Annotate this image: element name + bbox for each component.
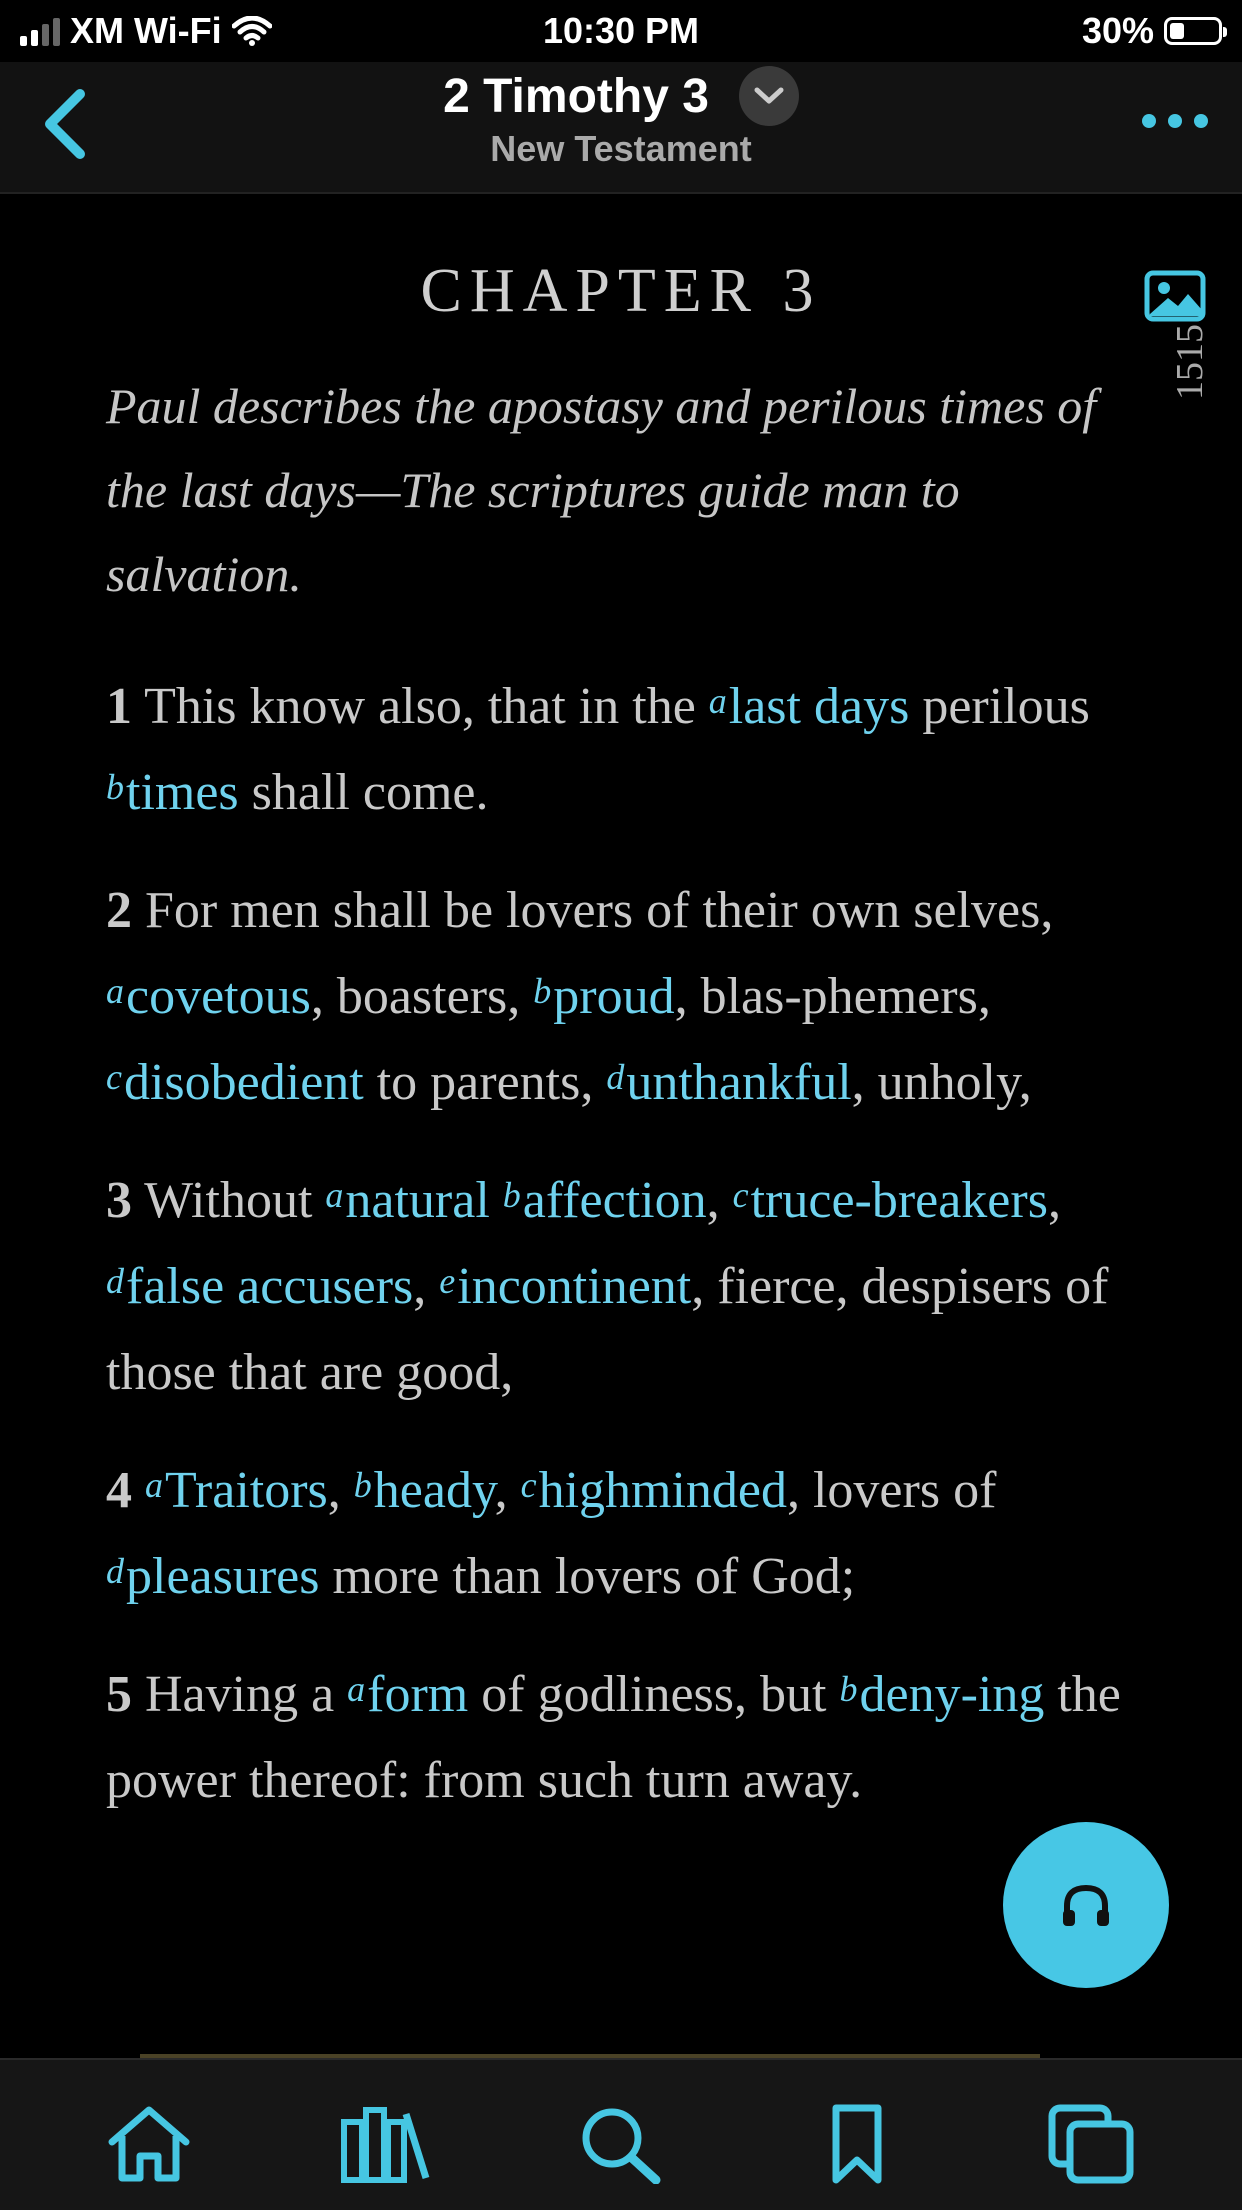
tab-bar bbox=[0, 2058, 1242, 2210]
verse-text: For men shall be lovers of their own selves, bbox=[145, 882, 1054, 939]
audio-button[interactable] bbox=[1003, 1822, 1169, 1988]
footnote-link[interactable] bbox=[533, 968, 674, 1025]
footnote-text: pleasures bbox=[126, 1548, 320, 1605]
footnote-link[interactable] bbox=[503, 1172, 707, 1229]
footnote-text: incontinent bbox=[457, 1258, 692, 1315]
footnote-text: false accusers bbox=[126, 1258, 414, 1315]
clock: 10:30 PM bbox=[542, 10, 700, 51]
status-right bbox=[1082, 10, 1222, 52]
verse-text: , bbox=[706, 1172, 733, 1229]
verse-number: 5 bbox=[106, 1666, 132, 1723]
footnote-letter: e bbox=[439, 1261, 456, 1301]
footnote-text: last days bbox=[728, 678, 910, 735]
footnote-letter: b bbox=[106, 767, 124, 807]
more-dots-icon[interactable] bbox=[1142, 114, 1208, 128]
verse-text: , unholy, bbox=[851, 1054, 1032, 1111]
verse-text: , lovers of bbox=[786, 1462, 997, 1519]
tabs-icon[interactable] bbox=[1048, 2104, 1138, 2184]
footnote-link[interactable] bbox=[347, 1666, 468, 1723]
footnote-letter: d bbox=[106, 1551, 124, 1591]
footnote-text: covetous bbox=[126, 968, 311, 1025]
home-icon[interactable] bbox=[104, 2104, 194, 2184]
footnote-letter: a bbox=[347, 1669, 366, 1709]
battery-icon bbox=[1164, 17, 1222, 45]
verse-text: , boasters, bbox=[310, 968, 534, 1025]
verse-text: the power thereof: from such turn away. bbox=[106, 1666, 1121, 1809]
nav-bar bbox=[0, 62, 1242, 194]
verse-text: perilous bbox=[909, 678, 1090, 735]
verse-2[interactable] bbox=[106, 868, 1166, 1126]
footnote-link[interactable] bbox=[354, 1462, 495, 1519]
bookmark-icon[interactable] bbox=[812, 2104, 902, 2184]
page-title-row[interactable] bbox=[443, 66, 799, 126]
footnote-letter: b bbox=[533, 971, 552, 1011]
verse-text: This know also, that in the bbox=[144, 678, 709, 735]
footnote-text: form bbox=[367, 1666, 469, 1723]
verse-text: , blas-phemers, bbox=[674, 968, 991, 1025]
verse-text: , fierce, despisers of those that are good, bbox=[106, 1258, 1109, 1401]
verse-list bbox=[106, 664, 1166, 1856]
search-icon[interactable] bbox=[576, 2104, 666, 2184]
verse-text: , bbox=[1047, 1172, 1061, 1229]
footnote-letter: c bbox=[520, 1465, 537, 1505]
footnote-text: highminded bbox=[538, 1462, 787, 1519]
verse-text: of godliness, but bbox=[468, 1666, 840, 1723]
footnote-text: heady bbox=[373, 1462, 495, 1519]
chapter-heading: CHAPTER 3 bbox=[420, 257, 822, 325]
footnote-link[interactable] bbox=[325, 1172, 489, 1229]
page-subtitle: New Testament bbox=[490, 128, 752, 169]
verse-text: to parents, bbox=[363, 1054, 607, 1111]
footnote-letter: c bbox=[732, 1175, 749, 1215]
battery-percent: 30% bbox=[1081, 10, 1154, 51]
verse-number: 3 bbox=[106, 1172, 132, 1229]
footnote-link[interactable] bbox=[145, 1462, 328, 1519]
verse-5[interactable] bbox=[106, 1652, 1166, 1824]
footnote-letter: b bbox=[353, 1465, 372, 1505]
carrier-label: XM Wi-Fi bbox=[70, 10, 222, 51]
verse-text bbox=[490, 1172, 503, 1229]
verse-number: 2 bbox=[106, 882, 132, 939]
footnote-text: times bbox=[126, 764, 239, 821]
page-title: 2 Timothy 3 bbox=[443, 69, 709, 123]
library-icon[interactable] bbox=[340, 2104, 430, 2184]
verse-text: , bbox=[327, 1462, 354, 1519]
footnote-link[interactable] bbox=[106, 1258, 413, 1315]
footnote-link[interactable] bbox=[733, 1172, 1048, 1229]
status-bar bbox=[0, 0, 1242, 62]
chevron-down-icon[interactable] bbox=[739, 66, 799, 126]
footnote-letter: d bbox=[106, 1261, 124, 1301]
verse-text: , bbox=[413, 1258, 440, 1315]
verse-3[interactable] bbox=[106, 1158, 1166, 1416]
footnote-link[interactable] bbox=[106, 764, 239, 821]
chapter-summary: Paul describes the apostasy and perilous times of the last days—The scriptures guide man to salvation. bbox=[106, 378, 1097, 602]
footnote-letter: b bbox=[502, 1175, 521, 1215]
battery-fill bbox=[1170, 23, 1184, 39]
headphones-icon bbox=[1059, 1880, 1113, 1930]
page-number: 1515 bbox=[1169, 324, 1211, 400]
image-icon[interactable] bbox=[1144, 270, 1206, 322]
verse-text: Having a bbox=[145, 1666, 348, 1723]
footnote-text: deny-ing bbox=[859, 1666, 1045, 1723]
footnote-text: Traitors bbox=[165, 1462, 328, 1519]
title-area[interactable] bbox=[0, 66, 1242, 170]
footnote-letter: d bbox=[606, 1057, 625, 1097]
footnote-link[interactable] bbox=[521, 1462, 787, 1519]
footnote-link[interactable] bbox=[439, 1258, 691, 1315]
footnote-letter: b bbox=[839, 1669, 858, 1709]
verse-text: shall come. bbox=[238, 764, 489, 821]
verse-text: more than lovers of God; bbox=[319, 1548, 856, 1605]
verse-text: Without bbox=[144, 1172, 326, 1229]
footnote-link[interactable] bbox=[106, 1054, 364, 1111]
footnote-link[interactable] bbox=[606, 1054, 851, 1111]
footnote-link[interactable] bbox=[106, 968, 311, 1025]
footnote-letter: c bbox=[106, 1057, 122, 1097]
footnote-text: natural bbox=[345, 1172, 490, 1229]
footnote-letter: a bbox=[708, 681, 727, 721]
verse-text: , bbox=[494, 1462, 521, 1519]
verse-1[interactable] bbox=[106, 664, 1166, 836]
footnote-text: affection bbox=[522, 1172, 707, 1229]
footnote-text: unthankful bbox=[626, 1054, 852, 1111]
footnote-letter: a bbox=[325, 1175, 344, 1215]
verse-number: 1 bbox=[106, 678, 132, 735]
footnote-letter: a bbox=[106, 971, 124, 1011]
footnote-link[interactable] bbox=[839, 1666, 1044, 1723]
verse-number: 4 bbox=[106, 1462, 132, 1519]
verse-4[interactable] bbox=[106, 1448, 1166, 1620]
footnote-link[interactable] bbox=[106, 1548, 319, 1605]
footnote-text: truce-breakers bbox=[750, 1172, 1048, 1229]
chapter-content[interactable] bbox=[0, 194, 1242, 2058]
footnote-text: disobedient bbox=[123, 1054, 364, 1111]
footnote-text: proud bbox=[553, 968, 675, 1025]
footnote-letter: a bbox=[145, 1465, 163, 1505]
footnote-link[interactable] bbox=[709, 678, 910, 735]
